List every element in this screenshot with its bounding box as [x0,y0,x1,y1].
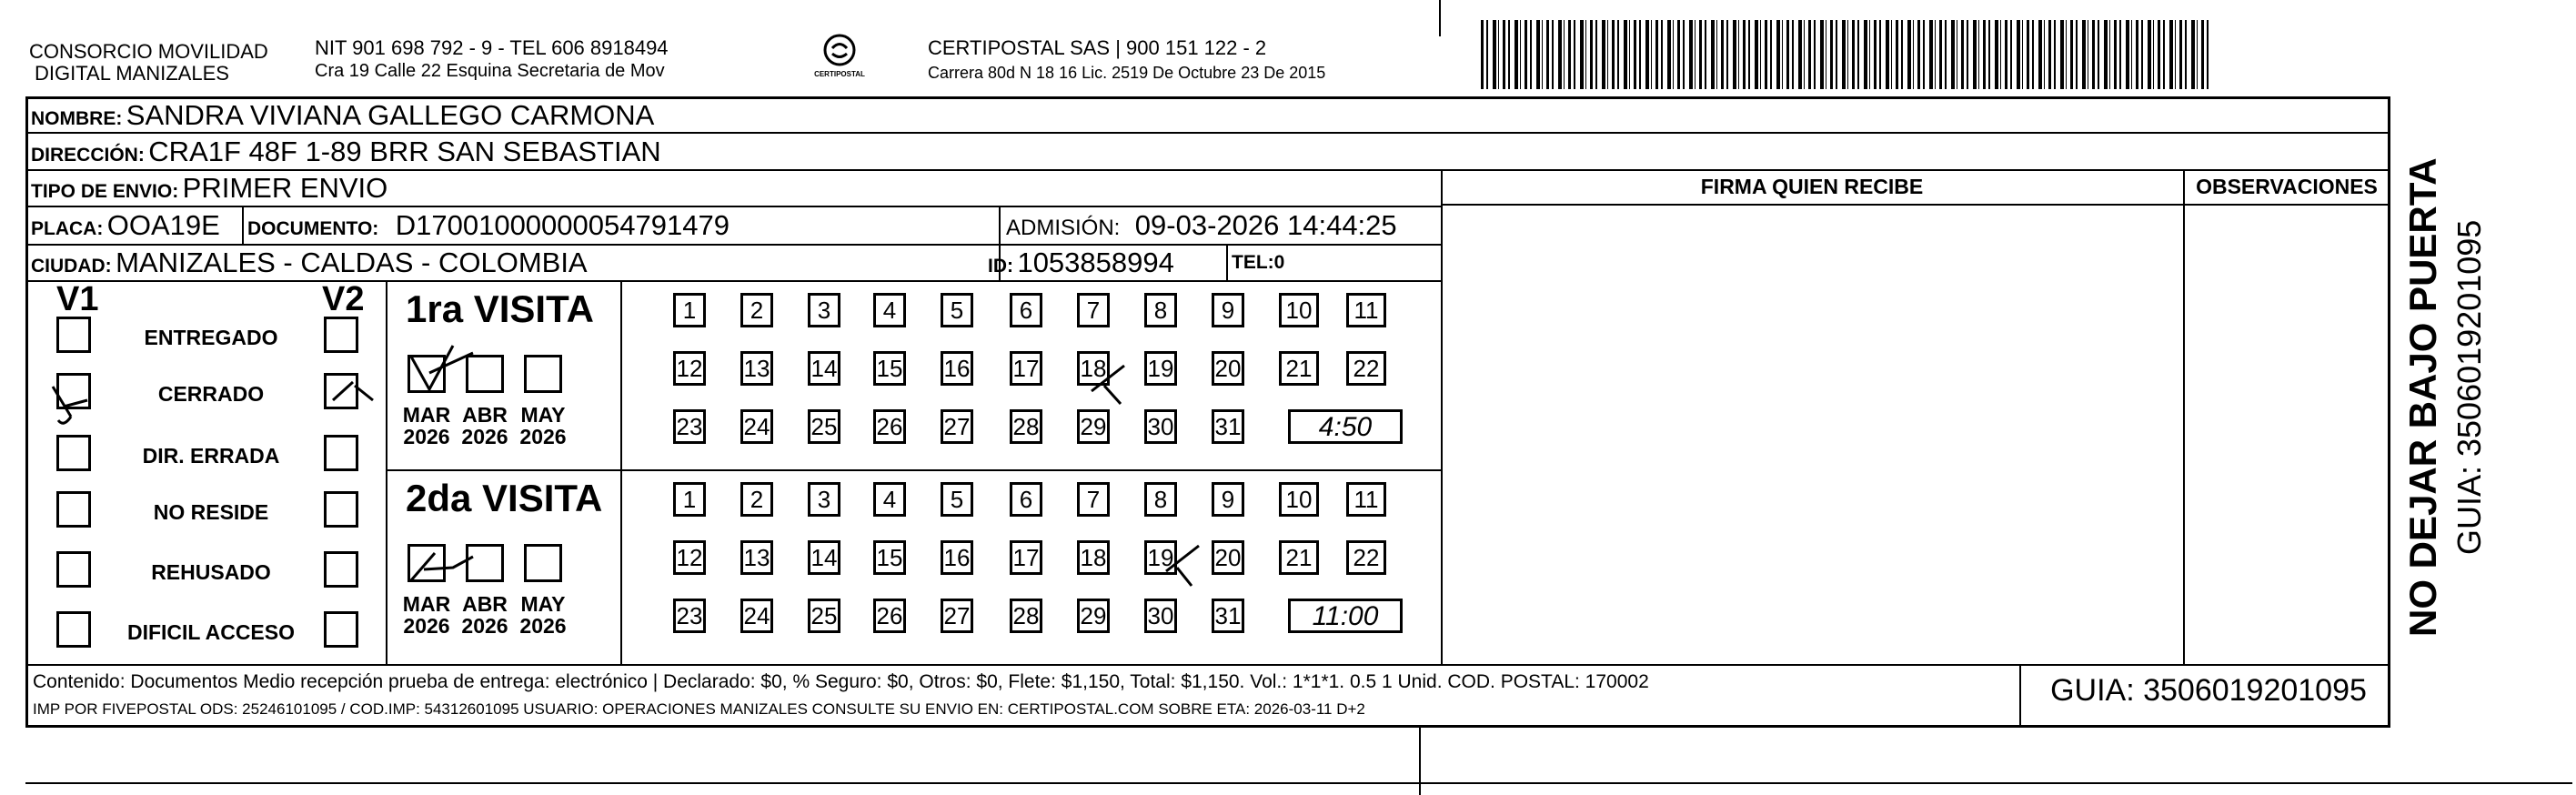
contenido-line: Contenido: Documentos Medio recepción prueba de entrega: electrónico | Declarado: $0, % Seguro: $0, Otros: $0, Flete: $1,150, Total: $1,150. Vol.: 1*1*1. 0.5 1 Unid. COD. POSTAL: 170002 [33,671,1649,692]
nit-tel-line: NIT 901 698 792 - 9 - TEL 606 8918494 [315,36,669,59]
day-box[interactable]: 4 [873,293,906,327]
day-box[interactable]: 1 [673,482,706,517]
day-box[interactable]: 12 [673,540,706,575]
day-box[interactable]: 2 [740,293,773,327]
day-box[interactable]: 16 [941,540,973,575]
day-box[interactable]: 6 [1010,293,1042,327]
day-box[interactable]: 3 [808,482,840,517]
day-box[interactable]: 26 [873,599,906,633]
certipostal-address: Carrera 80d N 18 16 Lic. 2519 De Octubre 23 De 2015 [928,64,1326,82]
consortium-name-line1: CONSORCIO MOVILIDAD [29,40,268,63]
day-box[interactable]: 14 [808,540,840,575]
v2-label: V2 [322,280,365,318]
day-box[interactable]: 19 [1144,351,1177,386]
year-label: 2026 [403,425,450,448]
day-box[interactable]: 27 [941,599,973,633]
day-box[interactable]: 9 [1212,482,1244,517]
tipo-envio-value: PRIMER ENVIO [182,172,388,204]
visit2-month-mark [411,553,473,580]
visit-title: 2da VISITA [406,477,603,519]
time-written-box[interactable]: 4:50 [1288,409,1403,444]
visit2-day-mark [1166,546,1199,586]
visit1-day-mark [1092,366,1124,404]
day-box[interactable]: 13 [740,540,773,575]
v1-label: V1 [56,280,99,318]
id-label: ID: [988,256,1013,277]
day-box[interactable]: 25 [808,409,840,444]
consortium-address: Cra 19 Calle 22 Esquina Secretaria de Mov [315,61,665,81]
day-box[interactable]: 24 [740,599,773,633]
v1-cerrado-mark [53,387,87,423]
ciudad-value: MANIZALES - CALDAS - COLOMBIA [116,247,588,278]
day-box[interactable]: 19 [1144,540,1177,575]
day-box[interactable]: 4 [873,482,906,517]
status-option-label: REHUSADO [151,560,271,584]
status-option-label: CERRADO [157,382,265,406]
day-box[interactable]: 18 [1077,351,1110,386]
day-box[interactable]: 17 [1010,351,1042,386]
visit1-month-mark [411,346,473,389]
status-option-label: DIR. ERRADA [142,444,280,468]
day-box[interactable]: 15 [873,540,906,575]
firma-label: FIRMA QUIEN RECIBE [1700,175,1924,198]
month-label: MAY [520,592,566,616]
day-box[interactable]: 11 [1346,482,1386,517]
month-label: ABR [462,592,508,616]
day-box[interactable]: 7 [1077,293,1110,327]
day-box[interactable]: 13 [740,351,773,386]
ciudad-label: CIUDAD: [31,256,112,277]
tipo-envio-label: TIPO DE ENVIO: [31,181,179,202]
day-box[interactable]: 1 [673,293,706,327]
consortium-name-line2: DIGITAL MANIZALES [35,62,229,85]
day-box[interactable]: 24 [740,409,773,444]
day-box[interactable]: 25 [808,599,840,633]
day-box[interactable]: 26 [873,409,906,444]
tel-label: TEL: [1232,252,1274,273]
day-box[interactable]: 12 [673,351,706,386]
month-label: MAR [402,592,451,616]
day-box[interactable]: 21 [1279,540,1319,575]
day-box[interactable]: 22 [1346,351,1386,386]
day-box[interactable]: 20 [1212,351,1244,386]
time-written-box[interactable]: 11:00 [1288,599,1403,633]
day-box[interactable]: 18 [1077,540,1110,575]
side-guia: GUIA: 3506019201095 [2450,219,2488,555]
nombre-label: NOMBRE: [31,108,123,129]
day-box[interactable]: 11 [1346,293,1386,327]
year-label: 2026 [461,614,508,638]
day-box[interactable]: 5 [941,293,973,327]
status-option-label: ENTREGADO [144,326,278,349]
no-dejar-bajo-puerta: NO DEJAR BAJO PUERTA [2401,157,2444,637]
day-box[interactable]: 6 [1010,482,1042,517]
day-box[interactable]: 9 [1212,293,1244,327]
direccion-label: DIRECCIÓN: [31,145,145,166]
admision-label: ADMISIÓN: [1006,216,1121,240]
day-box[interactable]: 29 [1077,409,1110,444]
day-box[interactable]: 29 [1077,599,1110,633]
documento-value: D17001000000054791479 [395,209,730,241]
year-label: 2026 [403,614,450,638]
placa-label: PLACA: [31,218,104,239]
year-label: 2026 [461,425,508,448]
day-box[interactable]: 15 [873,351,906,386]
admision-value: 09-03-2026 14:44:25 [1134,209,1397,241]
day-box[interactable]: 2 [740,482,773,517]
visit-title: 1ra VISITA [406,287,594,330]
year-label: 2026 [519,425,567,448]
day-box[interactable]: 8 [1144,482,1177,517]
logo-text: CERTIPOSTAL [814,70,865,78]
day-box[interactable]: 10 [1279,482,1319,517]
day-box[interactable]: 14 [808,351,840,386]
day-box[interactable]: 7 [1077,482,1110,517]
status-option-label: NO RESIDE [153,500,269,524]
day-box[interactable]: 10 [1279,293,1319,327]
day-box[interactable]: 27 [941,409,973,444]
year-label: 2026 [519,614,567,638]
month-label: ABR [462,403,508,427]
day-box[interactable]: 5 [941,482,973,517]
direccion-value: CRA1F 48F 1-89 BRR SAN SEBASTIAN [148,136,661,167]
status-option-label: DIFICIL ACCESO [126,620,295,644]
day-box[interactable]: 28 [1010,599,1042,633]
nombre-value: SANDRA VIVIANA GALLEGO CARMONA [126,99,655,131]
v2-cerrado-mark [333,382,373,400]
placa-value: OOA19E [106,209,220,241]
day-box[interactable]: 31 [1212,599,1244,633]
day-box[interactable]: 30 [1144,599,1177,633]
day-box[interactable]: 3 [808,293,840,327]
observaciones-label: OBSERVACIONES [2196,175,2378,198]
id-value: 1053858994 [1017,247,1174,278]
guia-box: GUIA: 3506019201095 [2050,673,2367,708]
certipostal-line: CERTIPOSTAL SAS | 900 151 122 - 2 [928,36,1267,59]
day-box[interactable]: 28 [1010,409,1042,444]
day-box[interactable]: 20 [1212,540,1244,575]
day-box[interactable]: 8 [1144,293,1177,327]
month-label: MAY [520,403,566,427]
imp-line: IMP POR FIVEPOSTAL ODS: 25246101095 / COD.IMP: 54312601095 USUARIO: OPERACIONES MANIZALES CONSULTE SU ENVIO EN: CERTIPOSTAL.COM SOBRE ETA: 2026-03-11 D+2 [33,700,1365,718]
day-box[interactable]: 23 [673,599,706,633]
day-box[interactable]: 22 [1346,540,1386,575]
month-label: MAR [402,403,451,427]
day-box[interactable]: 30 [1144,409,1177,444]
day-box[interactable]: 21 [1279,351,1319,386]
day-box[interactable]: 31 [1212,409,1244,444]
day-box[interactable]: 23 [673,409,706,444]
tel-value: 0 [1273,252,1285,273]
day-box[interactable]: 16 [941,351,973,386]
day-box[interactable]: 17 [1010,540,1042,575]
documento-label: DOCUMENTO: [247,218,379,239]
